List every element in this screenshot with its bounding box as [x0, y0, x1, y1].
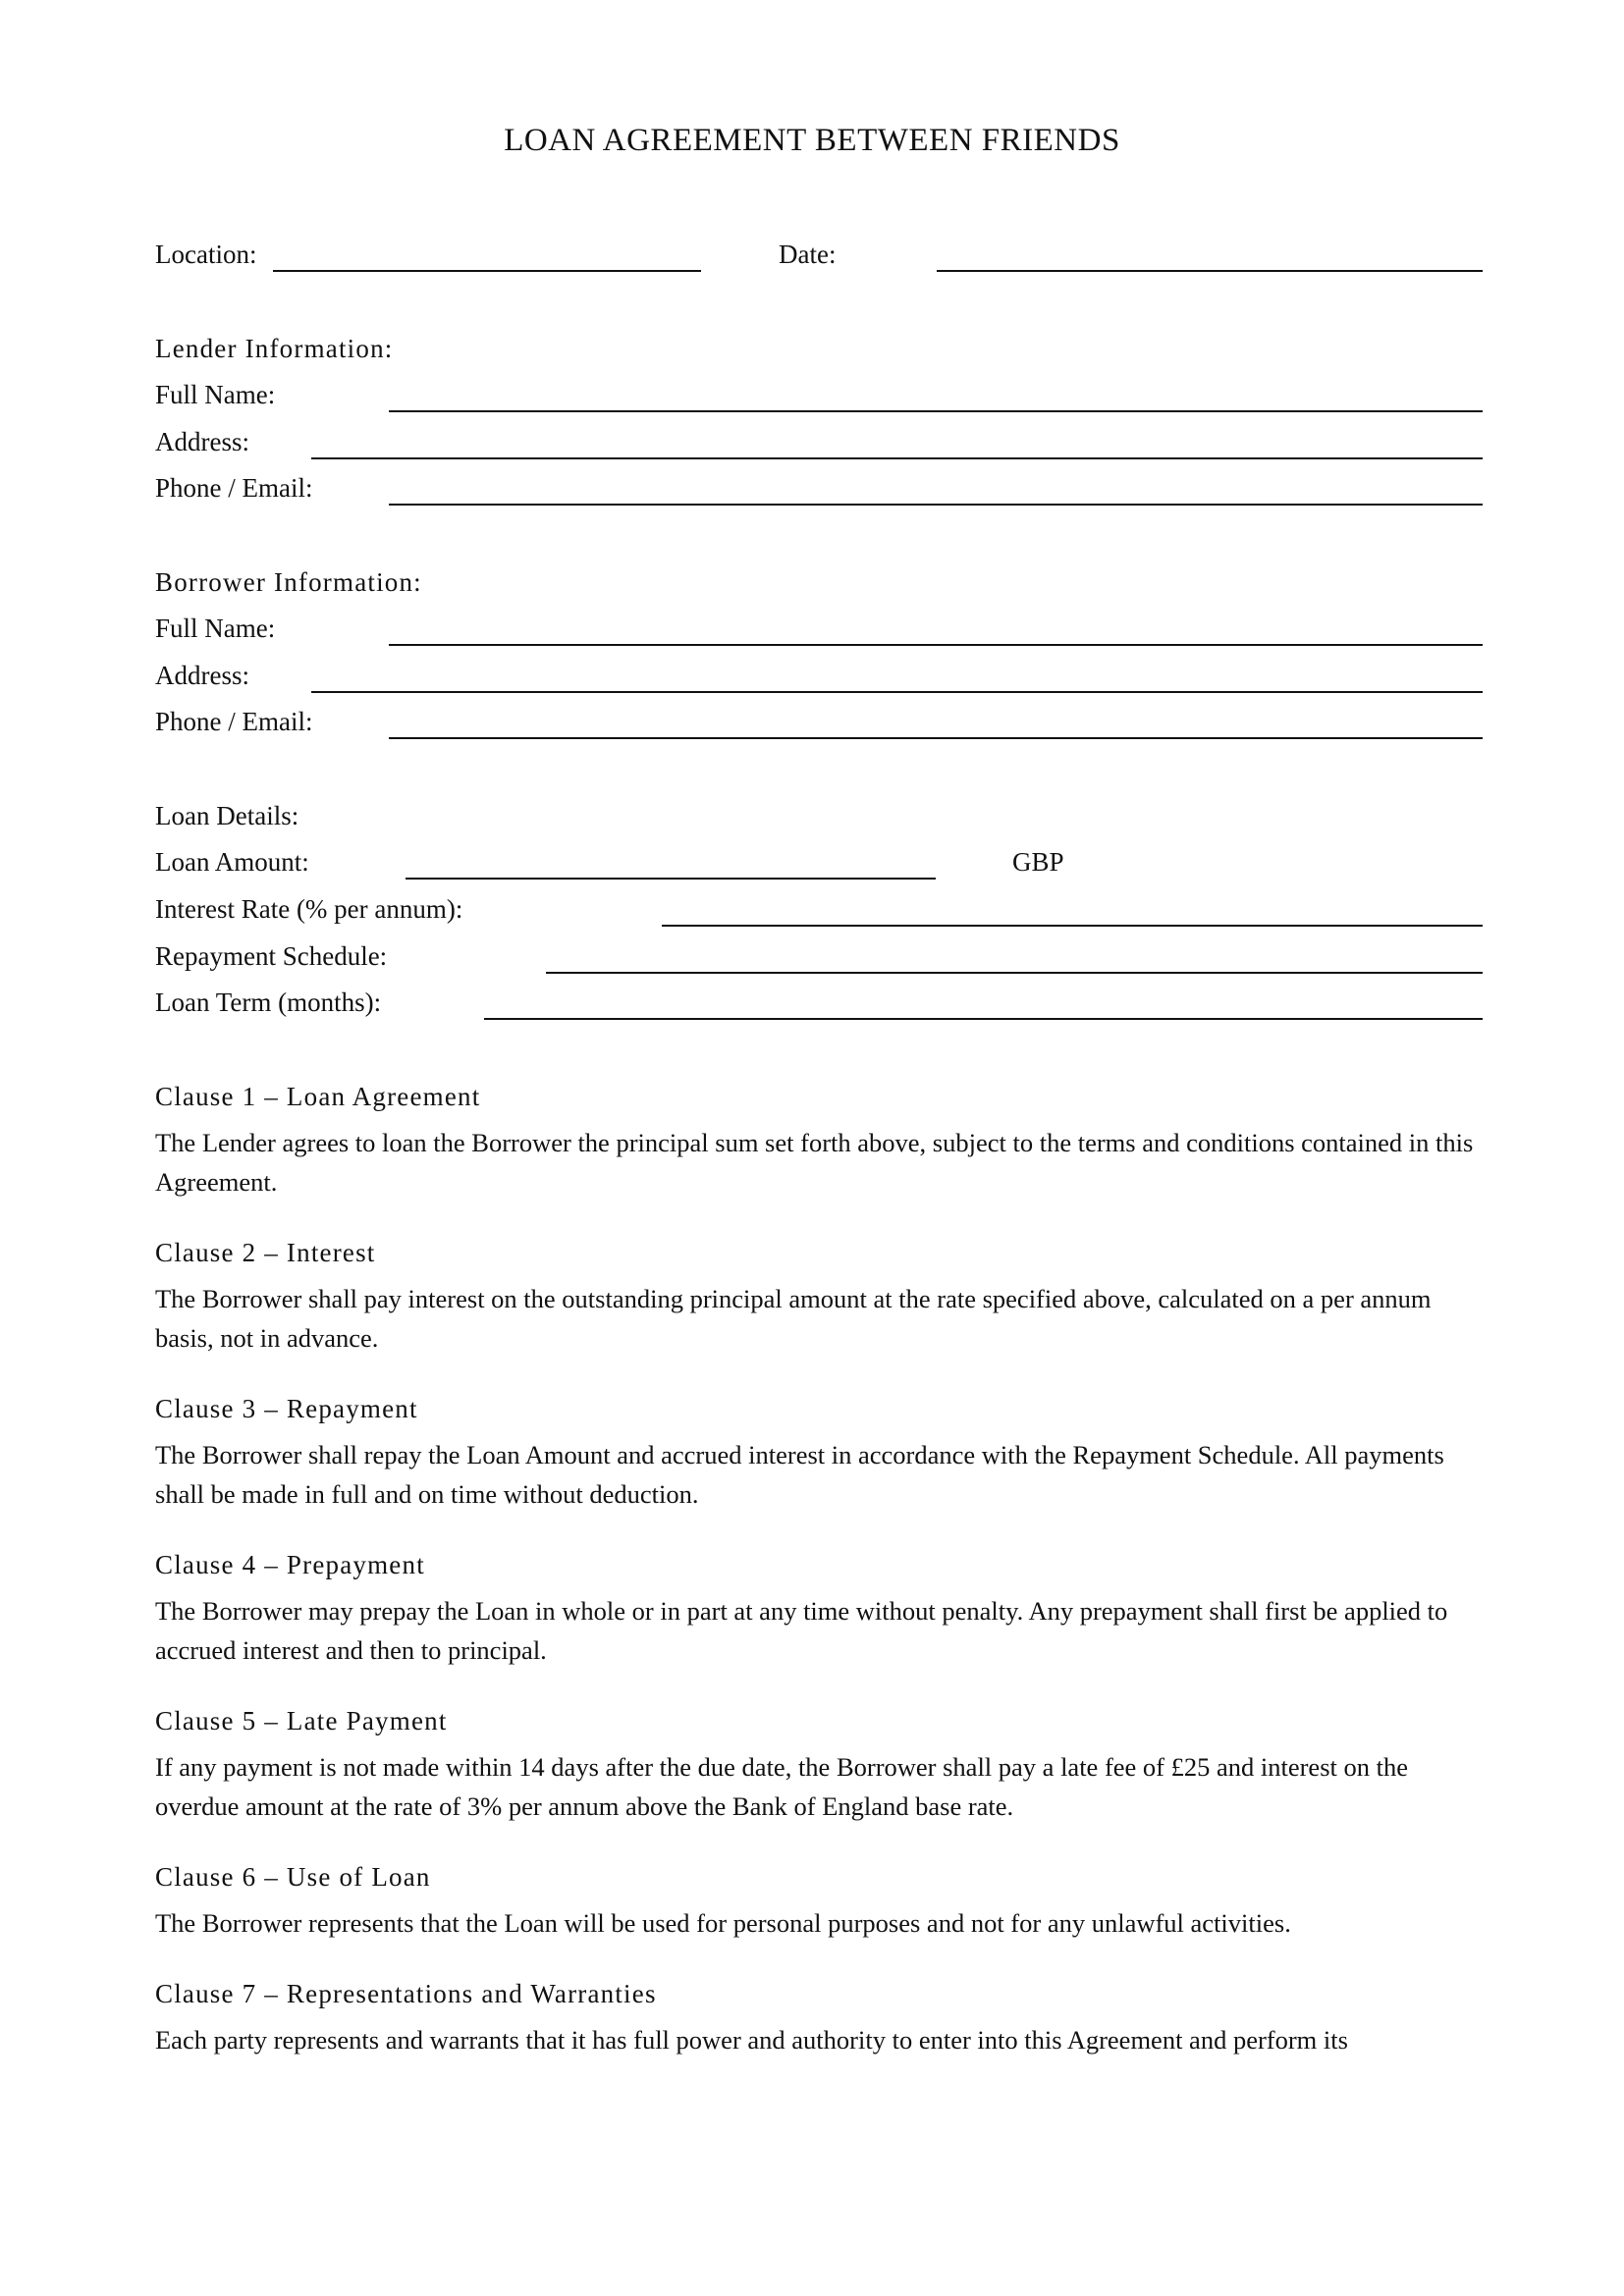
- clause-6-text: The Borrower represents that the Loan will be used for personal purposes and not for any unlawful activities.: [155, 1908, 1291, 1938]
- lender-address-label: Address:: [155, 427, 249, 456]
- location-label: Location:: [155, 240, 257, 269]
- loan-term-label: Loan Term (months):: [155, 988, 382, 1017]
- clause-5-heading: Clause 5 – Late Payment: [155, 1706, 448, 1735]
- clause-2-text: The Borrower shall pay interest on the outstanding principal amount at the rate specified above, calculated on a per annum basis, not in advance.: [155, 1284, 1432, 1353]
- borrower-contact-field[interactable]: [389, 737, 1483, 739]
- document-title: LOAN AGREEMENT BETWEEN FRIENDS: [504, 123, 1120, 158]
- lender-full-name-field[interactable]: [389, 410, 1483, 412]
- clause-4-text: The Borrower may prepay the Loan in whole or in part at any time without penalty. Any prepayment shall first be applied to accrued interest and then to principal.: [155, 1596, 1448, 1665]
- borrower-heading: Borrower Information:: [155, 567, 422, 597]
- clause-5-text: If any payment is not made within 14 days after the due date, the Borrower shall pay a late fee of £25 and interest on the overdue amount at the rate of 3% per annum above the Bank of England base rate.: [155, 1752, 1408, 1821]
- loan-amount-field[interactable]: [406, 878, 936, 880]
- loan-term-field[interactable]: [484, 1018, 1483, 1020]
- date-field[interactable]: [937, 270, 1483, 272]
- interest-rate-label: Interest Rate (% per annum):: [155, 894, 463, 924]
- clause-7-heading: Clause 7 – Representations and Warranties: [155, 1979, 657, 2008]
- clause-2-heading: Clause 2 – Interest: [155, 1238, 376, 1267]
- clause-4-heading: Clause 4 – Prepayment: [155, 1550, 425, 1579]
- repayment-schedule-label: Repayment Schedule:: [155, 941, 388, 971]
- loan-amount-label: Loan Amount:: [155, 847, 309, 877]
- lender-address-field[interactable]: [311, 457, 1483, 459]
- clause-7-text: Each party represents and warrants that it has full power and authority to enter into this Agreement and perform its: [155, 2025, 1348, 2055]
- lender-full-name-label: Full Name:: [155, 380, 276, 409]
- clause-1-heading: Clause 1 – Loan Agreement: [155, 1082, 481, 1111]
- lender-contact-label: Phone / Email:: [155, 473, 313, 503]
- clause-3-text: The Borrower shall repay the Loan Amount and accrued interest in accordance with the Repayment Schedule. All payments shall be made in full and on time without deduction.: [155, 1440, 1444, 1509]
- borrower-contact-label: Phone / Email:: [155, 707, 313, 736]
- lender-contact-field[interactable]: [389, 504, 1483, 506]
- borrower-full-name-field[interactable]: [389, 644, 1483, 646]
- borrower-address-field[interactable]: [311, 691, 1483, 693]
- borrower-address-label: Address:: [155, 661, 249, 690]
- interest-rate-field[interactable]: [662, 925, 1483, 927]
- clause-3-heading: Clause 3 – Repayment: [155, 1394, 418, 1423]
- borrower-full-name-label: Full Name:: [155, 614, 276, 643]
- repayment-schedule-field[interactable]: [546, 972, 1483, 974]
- date-label: Date:: [779, 240, 837, 269]
- clause-6-heading: Clause 6 – Use of Loan: [155, 1862, 431, 1892]
- loan-details-heading: Loan Details:: [155, 801, 299, 830]
- lender-heading: Lender Information:: [155, 334, 394, 363]
- currency-label: GBP: [1012, 847, 1064, 877]
- location-field[interactable]: [273, 270, 701, 272]
- clause-1-text: The Lender agrees to loan the Borrower the principal sum set forth above, subject to the terms and conditions contained in this Agreement.: [155, 1128, 1474, 1197]
